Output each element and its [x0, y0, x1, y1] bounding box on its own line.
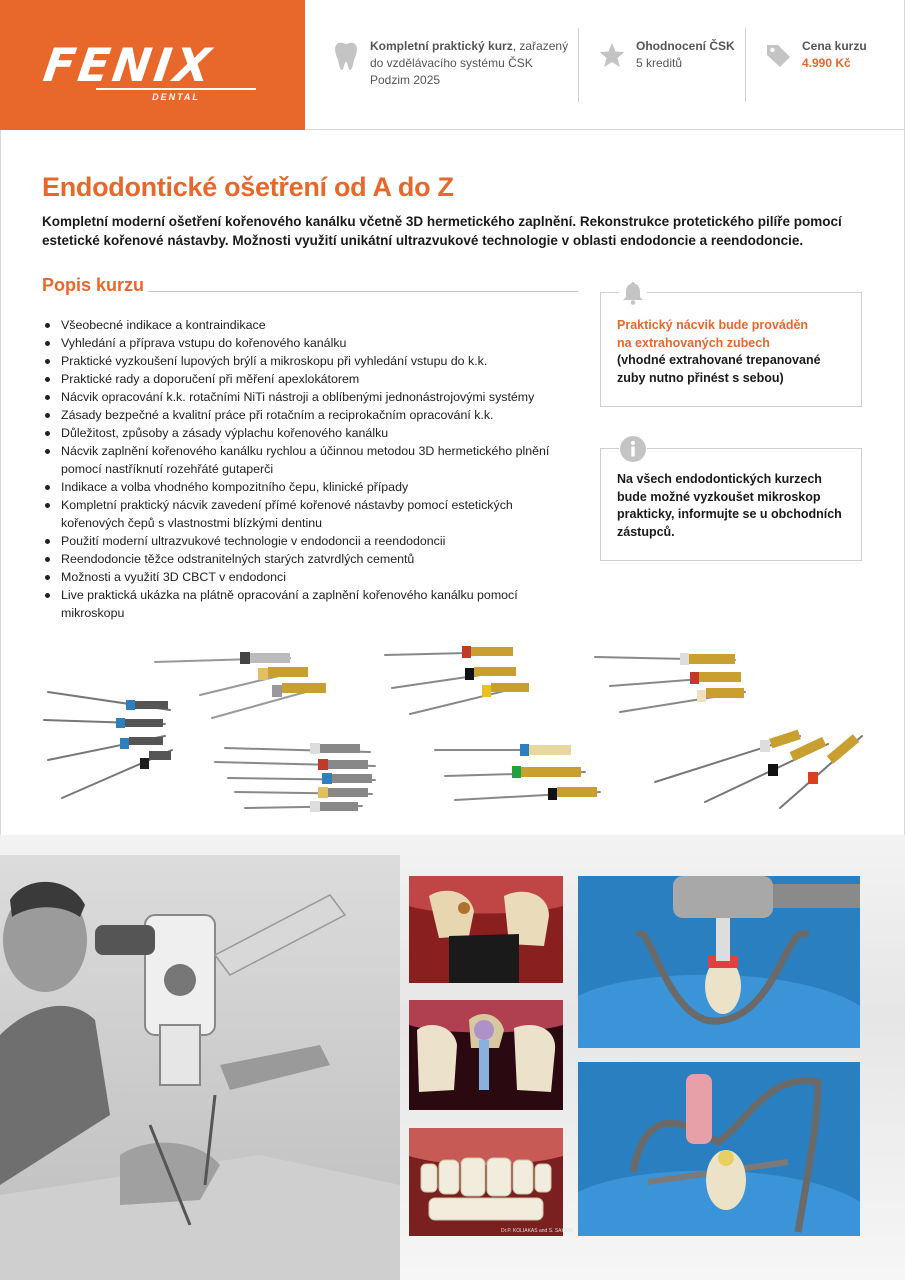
- course-label-rest: , zařazený: [512, 39, 569, 53]
- section-title: Popis kurzu: [42, 275, 145, 295]
- practice-note-highlight: Praktický nácvik bude prováděn: [617, 318, 809, 332]
- file-group-3: [385, 646, 529, 714]
- info-icon: [619, 435, 647, 463]
- star-icon: [598, 40, 626, 72]
- practice-note-highlight: na extrahovaných zubech: [617, 335, 770, 350]
- rating-label: Ohodnocení ČSK: [636, 39, 735, 53]
- list-item: Praktické vyzkoušení lupových brýlí a mikroskopu při vyhledání vstupu do k.k.: [44, 352, 574, 370]
- list-item: Indikace a volba vhodného kompozitního čepu, klinické případy: [44, 478, 574, 496]
- course-topics-list: [44, 316, 574, 622]
- file-group-7: [655, 730, 862, 808]
- price-tag-icon: [764, 40, 792, 72]
- dentist-microscope-photo: [0, 855, 400, 1280]
- list-item: Kompletní praktický nácvik zavedení přímé kořenové nástavby pomocí estetických kořenových čepů s vlastnostmi blízkými dentinu: [44, 496, 574, 532]
- price-info: [802, 38, 897, 72]
- list-item: Reendodoncie těžce odstranitelných starých zatvrdlých cementů: [44, 550, 574, 568]
- list-item: Live praktická ukázka na plátně opracování a zaplnění kořenového kanálku pomocí mikroskopu: [44, 586, 574, 622]
- endodontic-files-image: [0, 640, 905, 835]
- list-item: Nácvik opracování k.k. rotačními NiTi nástroji a oblíbenými jednonástrojovými systémy: [44, 388, 574, 406]
- clinical-photo-teeth-1: [409, 876, 563, 983]
- practice-note-body: (vhodné extrahované trepanované zuby nutno přinést s sebou): [617, 353, 821, 385]
- list-item: Použití moderní ultrazvukové technologie v endodoncii a reendodoncii: [44, 532, 574, 550]
- list-item: Zásady bezpečné a kvalitní práce při rotačním a reciprokačním opracování k.k.: [44, 406, 574, 424]
- logo-wordmark: FENIX: [40, 38, 217, 92]
- clinical-photo-rubber-dam-1: [578, 876, 860, 1048]
- list-item: Důležitost, způsoby a zásady výplachu kořenového kanálku: [44, 424, 574, 442]
- header-divider: [745, 28, 746, 102]
- page-title: Endodontické ošetření od A do Z: [42, 172, 454, 202]
- file-group-6: [435, 744, 600, 800]
- brand-logo: [0, 0, 305, 130]
- file-group-2: [155, 652, 326, 718]
- list-item: Vyhledání a příprava vstupu do kořenového kanálku: [44, 334, 574, 352]
- lead-paragraph: Kompletní moderní ošetření kořenového kanálku včetně 3D hermetického zaplnění. Rekonstrukce protetického pilíře pomocí estetické kořenové nástavby. Možnosti využití unikátní ultrazvukové technologie v oblasti endodoncie a reendodoncie.: [42, 214, 842, 248]
- logo-subtitle: DENTAL: [96, 88, 256, 102]
- tooth-icon: [332, 40, 360, 72]
- file-group-5: [215, 743, 375, 812]
- list-item: Nácvik zaplnění kořenového kanálku rychlou a účinnou metodou 3D hermetického plnění pomocí nastříknutí rozehřáté gutaperči: [44, 442, 574, 478]
- file-group-4: [595, 653, 745, 712]
- list-item: Všeobecné indikace a kontraindikace: [44, 316, 574, 334]
- bell-icon: [619, 279, 647, 307]
- course-info: [370, 38, 570, 89]
- page-header: [0, 0, 905, 130]
- microscope-note: [600, 448, 862, 561]
- section-divider: [148, 291, 578, 292]
- rating-info: [636, 38, 741, 72]
- rating-value: 5 kreditů: [636, 56, 683, 70]
- photo-credit: Dr.P. KOLIAKAS and S. SAKKAI: [501, 1228, 573, 1234]
- practice-note-text: [617, 317, 852, 387]
- practice-note: [600, 292, 862, 407]
- price-label: Cena kurzu: [802, 39, 867, 53]
- list-item: Možnosti a využití 3D CBCT v endodonci: [44, 568, 574, 586]
- file-group-1: [44, 692, 172, 798]
- course-system: do vzdělávacího systému ČSK: [370, 56, 533, 70]
- clinical-photo-post-placement: [409, 1000, 563, 1110]
- list-item: Praktické rady a doporučení při měření apexlokátorem: [44, 370, 574, 388]
- course-term: Podzim 2025: [370, 73, 441, 87]
- clinical-photo-restored-smile: [409, 1128, 573, 1236]
- course-label: Kompletní praktický kurz: [370, 39, 513, 53]
- microscope-note-text: Na všech endodontických kurzech bude možné vyzkoušet mikroskop prakticky, informujte se u obchodních zástupců.: [617, 472, 842, 539]
- price-value: 4.990 Kč: [802, 56, 851, 70]
- header-divider: [578, 28, 579, 102]
- clinical-photo-rubber-dam-2: [578, 1062, 860, 1236]
